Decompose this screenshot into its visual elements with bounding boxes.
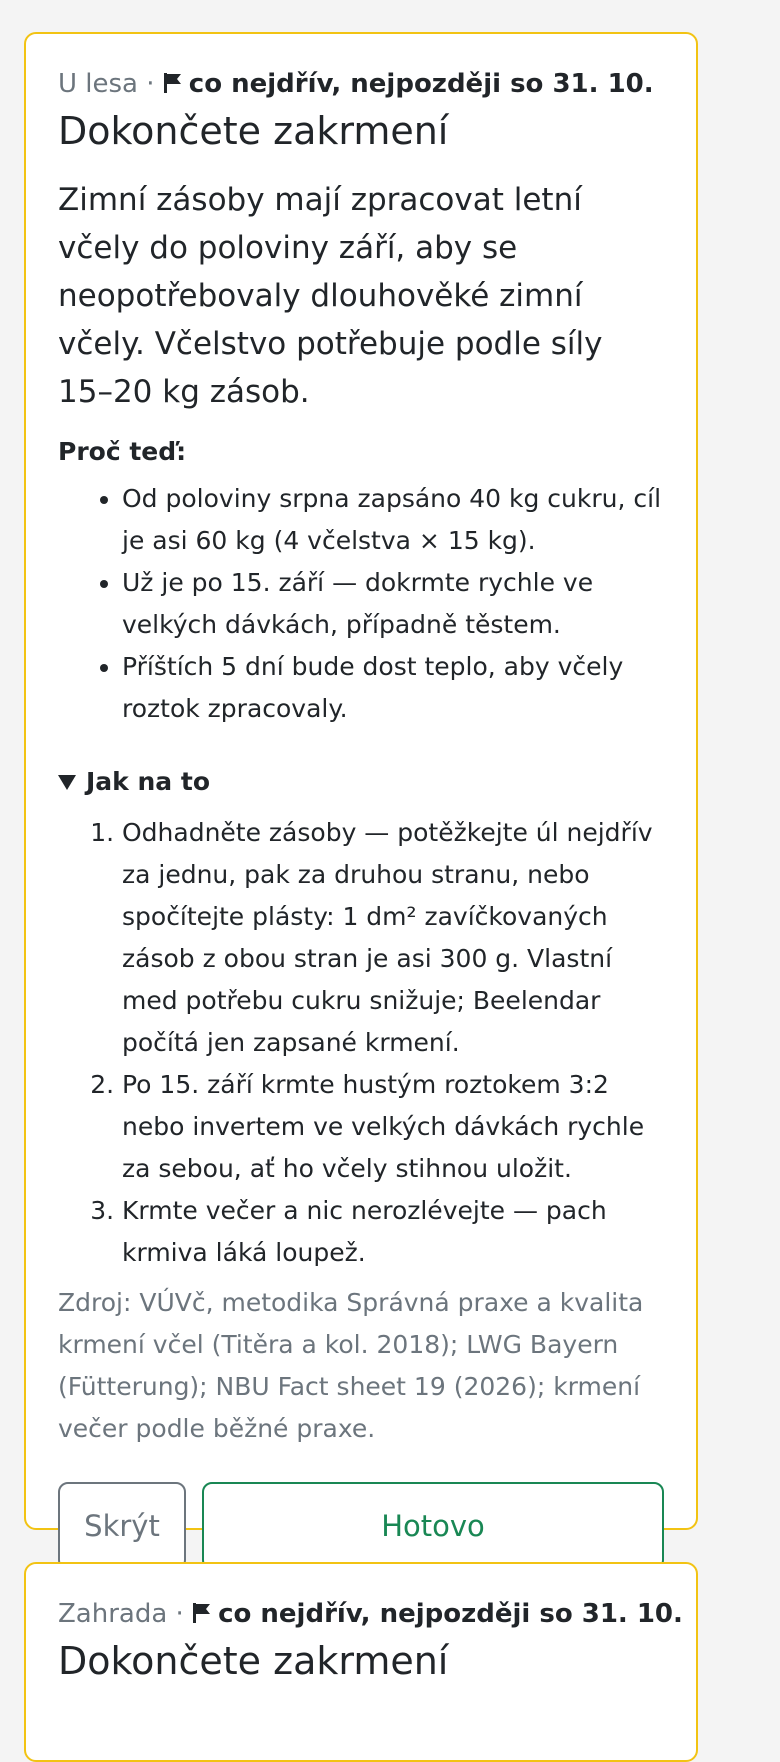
done-button[interactable]: Hotovo — [202, 1482, 664, 1570]
location-label: U lesa — [58, 69, 138, 99]
how-list — [58, 812, 664, 1274]
how-toggle[interactable] — [58, 764, 664, 800]
meta-separator: · — [146, 69, 155, 99]
task-card — [24, 1562, 698, 1762]
triangle-down-icon — [58, 775, 76, 790]
meta-separator: · — [175, 1599, 184, 1629]
flag-icon — [192, 1602, 212, 1624]
task-title: Dokončete zakrmení — [58, 1639, 449, 1683]
list-item: • Od poloviny srpna zapsáno 40 kg cukru, cíl je asi 60 kg (4 včelstva × 15 kg). — [122, 478, 664, 562]
list-item: • Příštích 5 dní bude dost teplo, aby včely roztok zpracovaly. — [122, 646, 664, 730]
why-title: Proč teď: — [58, 437, 187, 466]
location-label: Zahrada — [58, 1599, 168, 1629]
task-card — [24, 32, 698, 1543]
task-lead: Zimní zásoby mají zpracovat letní včely do poloviny září, aby se neopotřebovaly dlouhověké zimní včely. Včelstvo potřebuje podle síly 15–20 kg zásob. — [58, 182, 603, 410]
list-item: 1. Odhadněte zásoby — potěžkejte úl nejdřív za jednu, pak za druhou stranu, nebo spočítejte plásty: 1 dm² zavíčkovaných zásob z obou stran je asi 300 g. Vlastní med potřebu cukru snižuje; Beelendar počítá jen zapsané krmení. — [122, 812, 664, 1064]
list-item: 3. Krmte večer a nic nerozlévejte — pach krmiva láká loupež. — [122, 1190, 664, 1274]
list-item: • Už je po 15. září — dokrmte rychle ve velkých dávkách, případně těstem. — [122, 562, 664, 646]
why-list — [58, 478, 664, 730]
hide-button[interactable]: Skrýt — [58, 1482, 186, 1570]
task-meta — [58, 1596, 683, 1632]
deadline-label: co nejdřív, nejpozději so 31. 10. — [188, 69, 654, 99]
source-text: Zdroj: VÚVč, metodika Správná praxe a kvalita krmení včel (Titěra a kol. 2018); LWG Bayern (Fütterung); NBU Fact sheet 19 (2026); krmení večer podle běžné praxe. — [58, 1288, 644, 1443]
deadline-label: co nejdřív, nejpozději so 31. 10. — [218, 1599, 683, 1629]
flag-icon — [163, 72, 183, 94]
list-item: 2. Po 15. září krmte hustým roztokem 3:2 nebo invertem ve velkých dávkách rychle za sebou, ať ho včely stihnou uložit. — [122, 1064, 664, 1190]
card-actions — [58, 1482, 664, 1570]
how-title: Jak na to — [86, 767, 210, 796]
task-title: Dokončete zakrmení — [58, 109, 449, 153]
task-meta — [58, 66, 664, 102]
